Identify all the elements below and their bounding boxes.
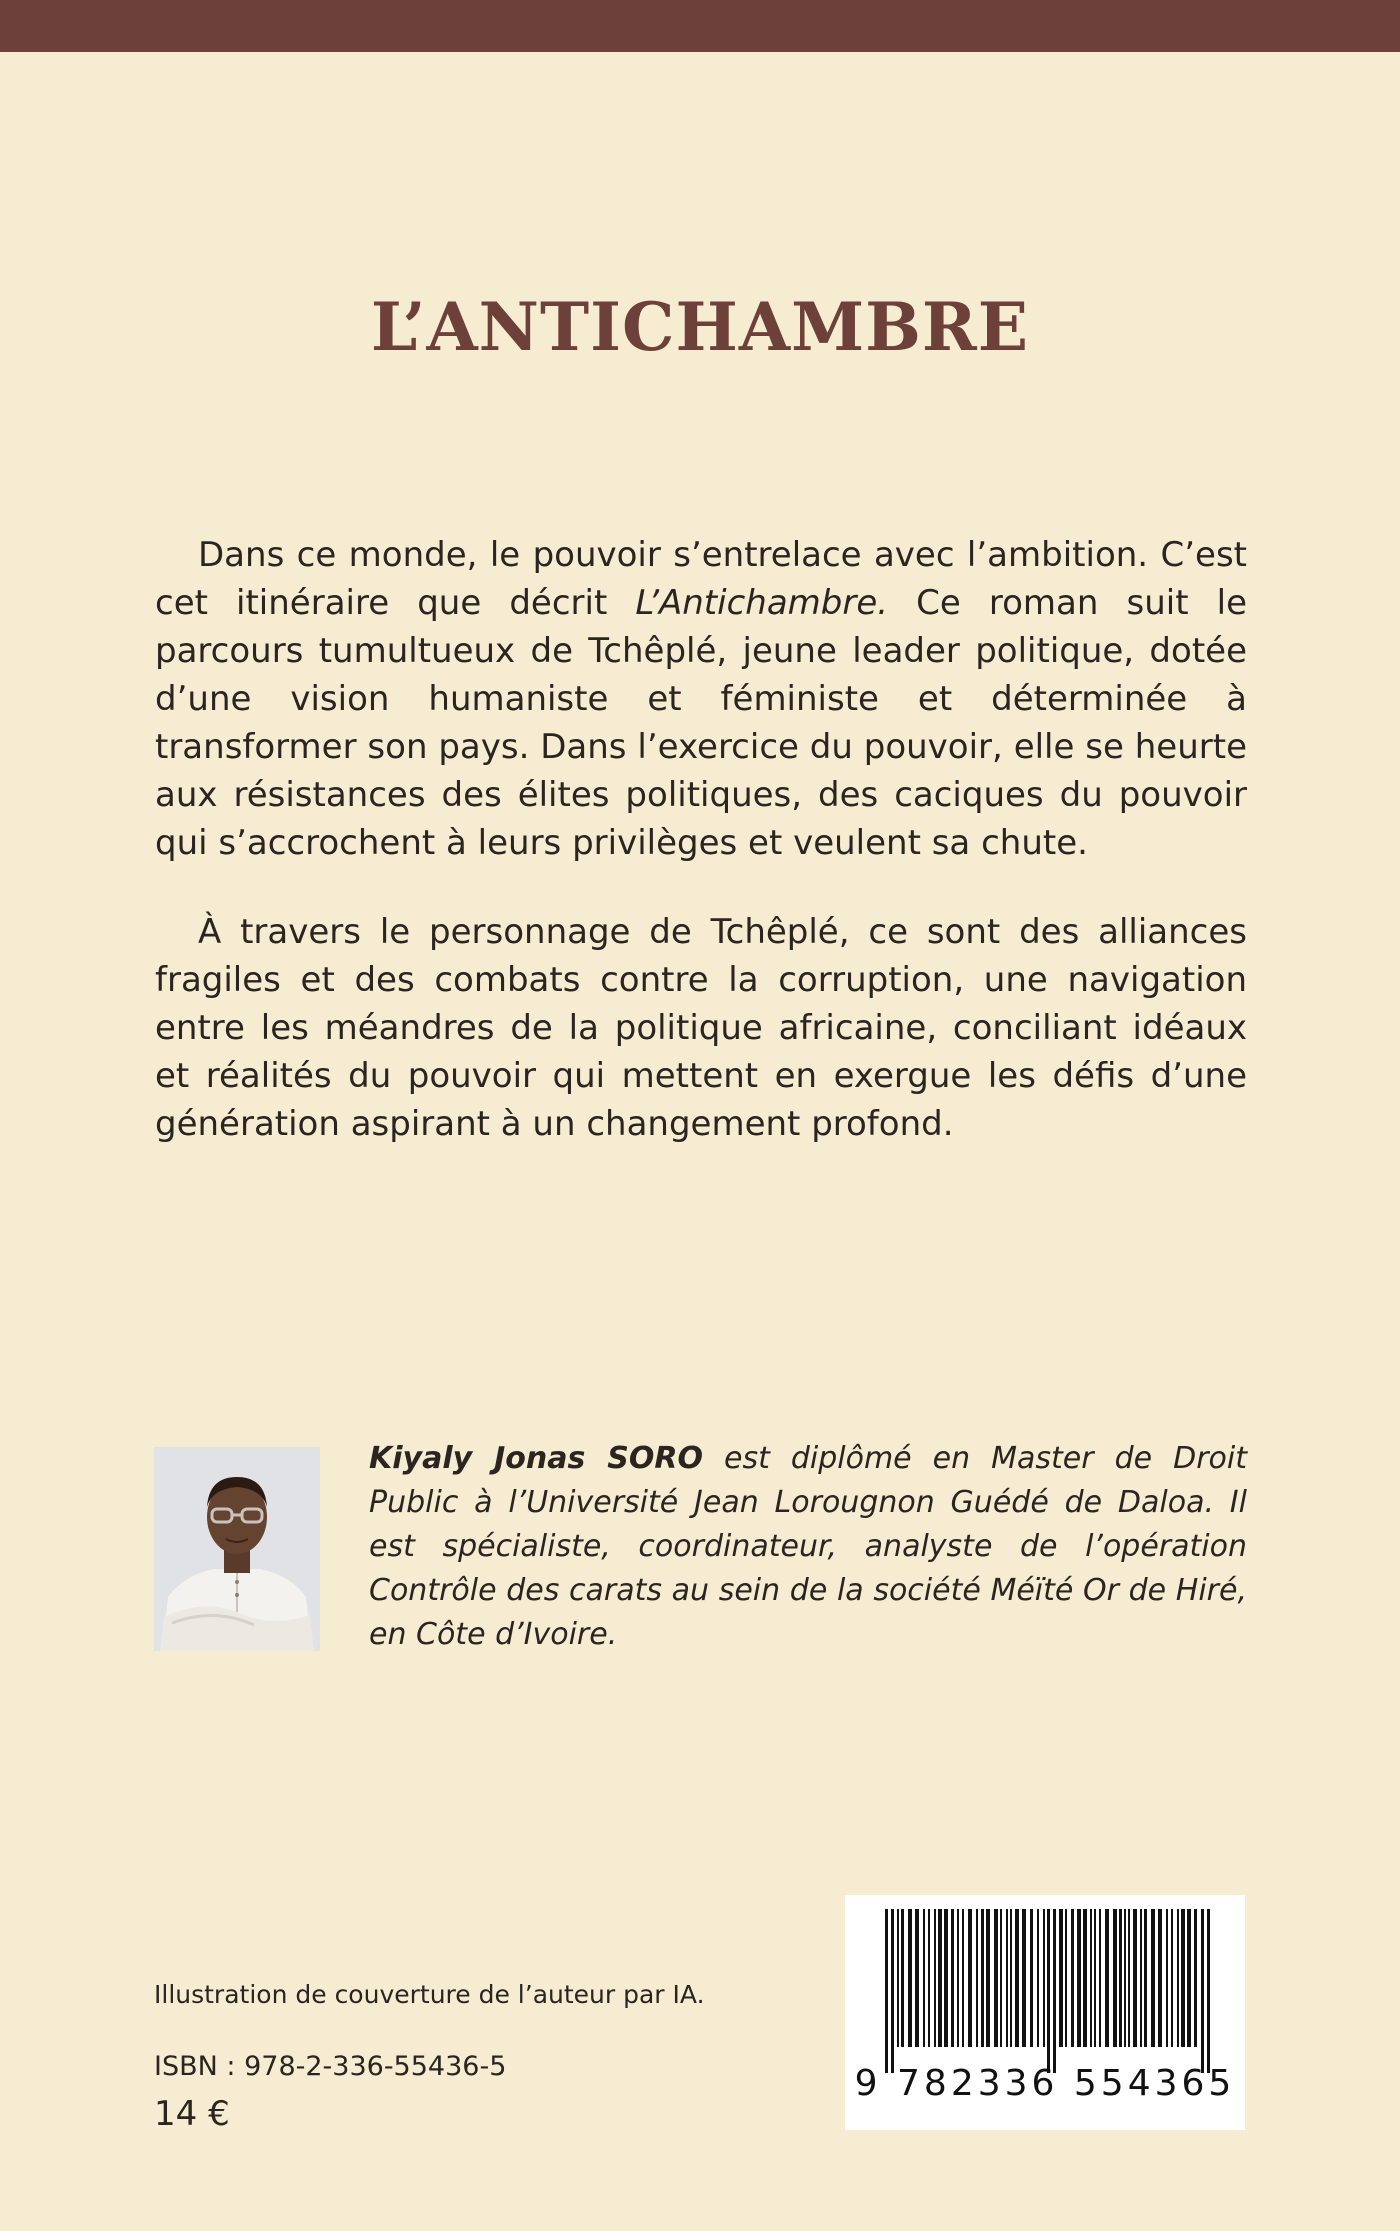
barcode-bar [1151, 1909, 1155, 2047]
barcode-bar [1071, 1909, 1074, 2047]
author-name: Kiyaly Jonas SORO [369, 1441, 703, 1476]
barcode-bar [1119, 1909, 1122, 2047]
barcode-bar [981, 1909, 984, 2047]
barcode-bar [908, 1909, 912, 2047]
barcode-bar [1181, 1909, 1185, 2047]
barcode-bar [1171, 1909, 1173, 2047]
barcode-bar [1006, 1909, 1008, 2047]
blurb-italic-title: L’Antichambre. [635, 583, 889, 623]
author-portrait-illustration [154, 1447, 320, 1651]
barcode-bar [994, 1909, 998, 2047]
barcode-bar [1105, 1909, 1109, 2047]
barcode-bar [1133, 1909, 1137, 2047]
barcode-bar [968, 1909, 972, 2047]
barcode-bar [1083, 1909, 1087, 2047]
author-photo [154, 1447, 320, 1651]
blurb-text-start: Dans ce monde, le pouvoir s’entrelace avec l’ambition. C’est cet itinéraire que décrit [155, 535, 1247, 623]
barcode-bar [891, 1909, 894, 2073]
top-color-band [0, 0, 1400, 52]
barcode-bar [957, 1909, 959, 2047]
barcode-bar [1077, 1909, 1081, 2047]
barcode-bar [1207, 1909, 1210, 2073]
barcode-bar [1037, 1909, 1039, 2047]
barcode-bar [1043, 1909, 1045, 2047]
blurb-paragraph-2: À travers le personnage de Tchêplé, ce sont des alliances fragiles et des combats contre la corruption, une navigation entre les méandres de la politique africaine, conciliant idéaux et réalités du pouvoir qui mettent en exergue les défis d’une génération aspirant à un changement profond. [155, 912, 1247, 1144]
barcode-bar [938, 1909, 942, 2047]
barcode-bar [1010, 1909, 1012, 2047]
book-title: L’ANTICHAMBRE [370, 288, 1030, 366]
cover-credit: Illustration de couverture de l’auteur par IA. [154, 1980, 705, 2009]
barcode-bar [915, 1909, 919, 2047]
barcode-bar [1158, 1909, 1162, 2047]
barcode-bar [1194, 1909, 1197, 2047]
barcode-bar [1166, 1909, 1168, 2047]
barcode-number: 9 782336 554365 [854, 2063, 1236, 2104]
barcode-bar [885, 1909, 888, 2073]
barcode-bar [1113, 1909, 1117, 2047]
barcode-bar [1124, 1909, 1126, 2047]
barcode-bar [934, 1909, 936, 2047]
blurb-paragraph-1 [155, 531, 1247, 867]
barcode-bar [976, 1909, 978, 2047]
barcode-bar [1140, 1909, 1142, 2047]
barcode-bar [1201, 1909, 1204, 2073]
isbn: ISBN : 978-2-336-55436-5 [154, 2051, 507, 2082]
barcode-bar [986, 1909, 990, 2047]
barcode-bar [1015, 1909, 1019, 2047]
barcode-bar [897, 1909, 899, 2047]
barcode-bar [928, 1909, 930, 2047]
author-bio-text: est diplômé en Master de Droit Public à l’Université Jean Lorougnon Guédé de Daloa. Il est spécialiste, coordinateur, analyste de l’opération Contrôle des carats au sein de la société Méïté Or de Hiré, en Côte d’Ivoire. [369, 1441, 1247, 1652]
barcode [845, 1895, 1245, 2130]
barcode-bar [1000, 1909, 1002, 2047]
barcode-bar [962, 1909, 964, 2047]
barcode-bar [1177, 1909, 1179, 2047]
blurb-text-end: Ce roman suit le parcours tumultueux de Tchêplé, jeune leader politique, dotée d’une vision humaniste et féministe et déterminée à transformer son pays. Dans l’exercice du pouvoir, elle se heurte aux résistances des élites politiques, des caciques du pouvoir qui s’accrochent à leurs privilèges et veulent sa chute. [155, 583, 1247, 863]
barcode-bar [951, 1909, 954, 2047]
barcode-bar [1047, 1909, 1050, 2073]
barcode-bar [1022, 1909, 1026, 2047]
barcode-bar [1090, 1909, 1092, 2047]
barcode-bar [1099, 1909, 1101, 2047]
barcode-bar [1053, 1909, 1056, 2073]
barcode-bar [1094, 1909, 1096, 2047]
barcode-bar [901, 1909, 904, 2047]
barcode-bar [1187, 1909, 1191, 2047]
barcode-bar [1144, 1909, 1147, 2047]
barcode-bar [944, 1909, 948, 2047]
barcode-bar [1065, 1909, 1067, 2047]
barcode-bar [1059, 1909, 1063, 2047]
barcode-bar [923, 1909, 925, 2047]
price: 14 € [154, 2094, 230, 2134]
author-bio [369, 1437, 1247, 1657]
barcode-bar [1030, 1909, 1033, 2047]
barcode-bar [1128, 1909, 1130, 2047]
